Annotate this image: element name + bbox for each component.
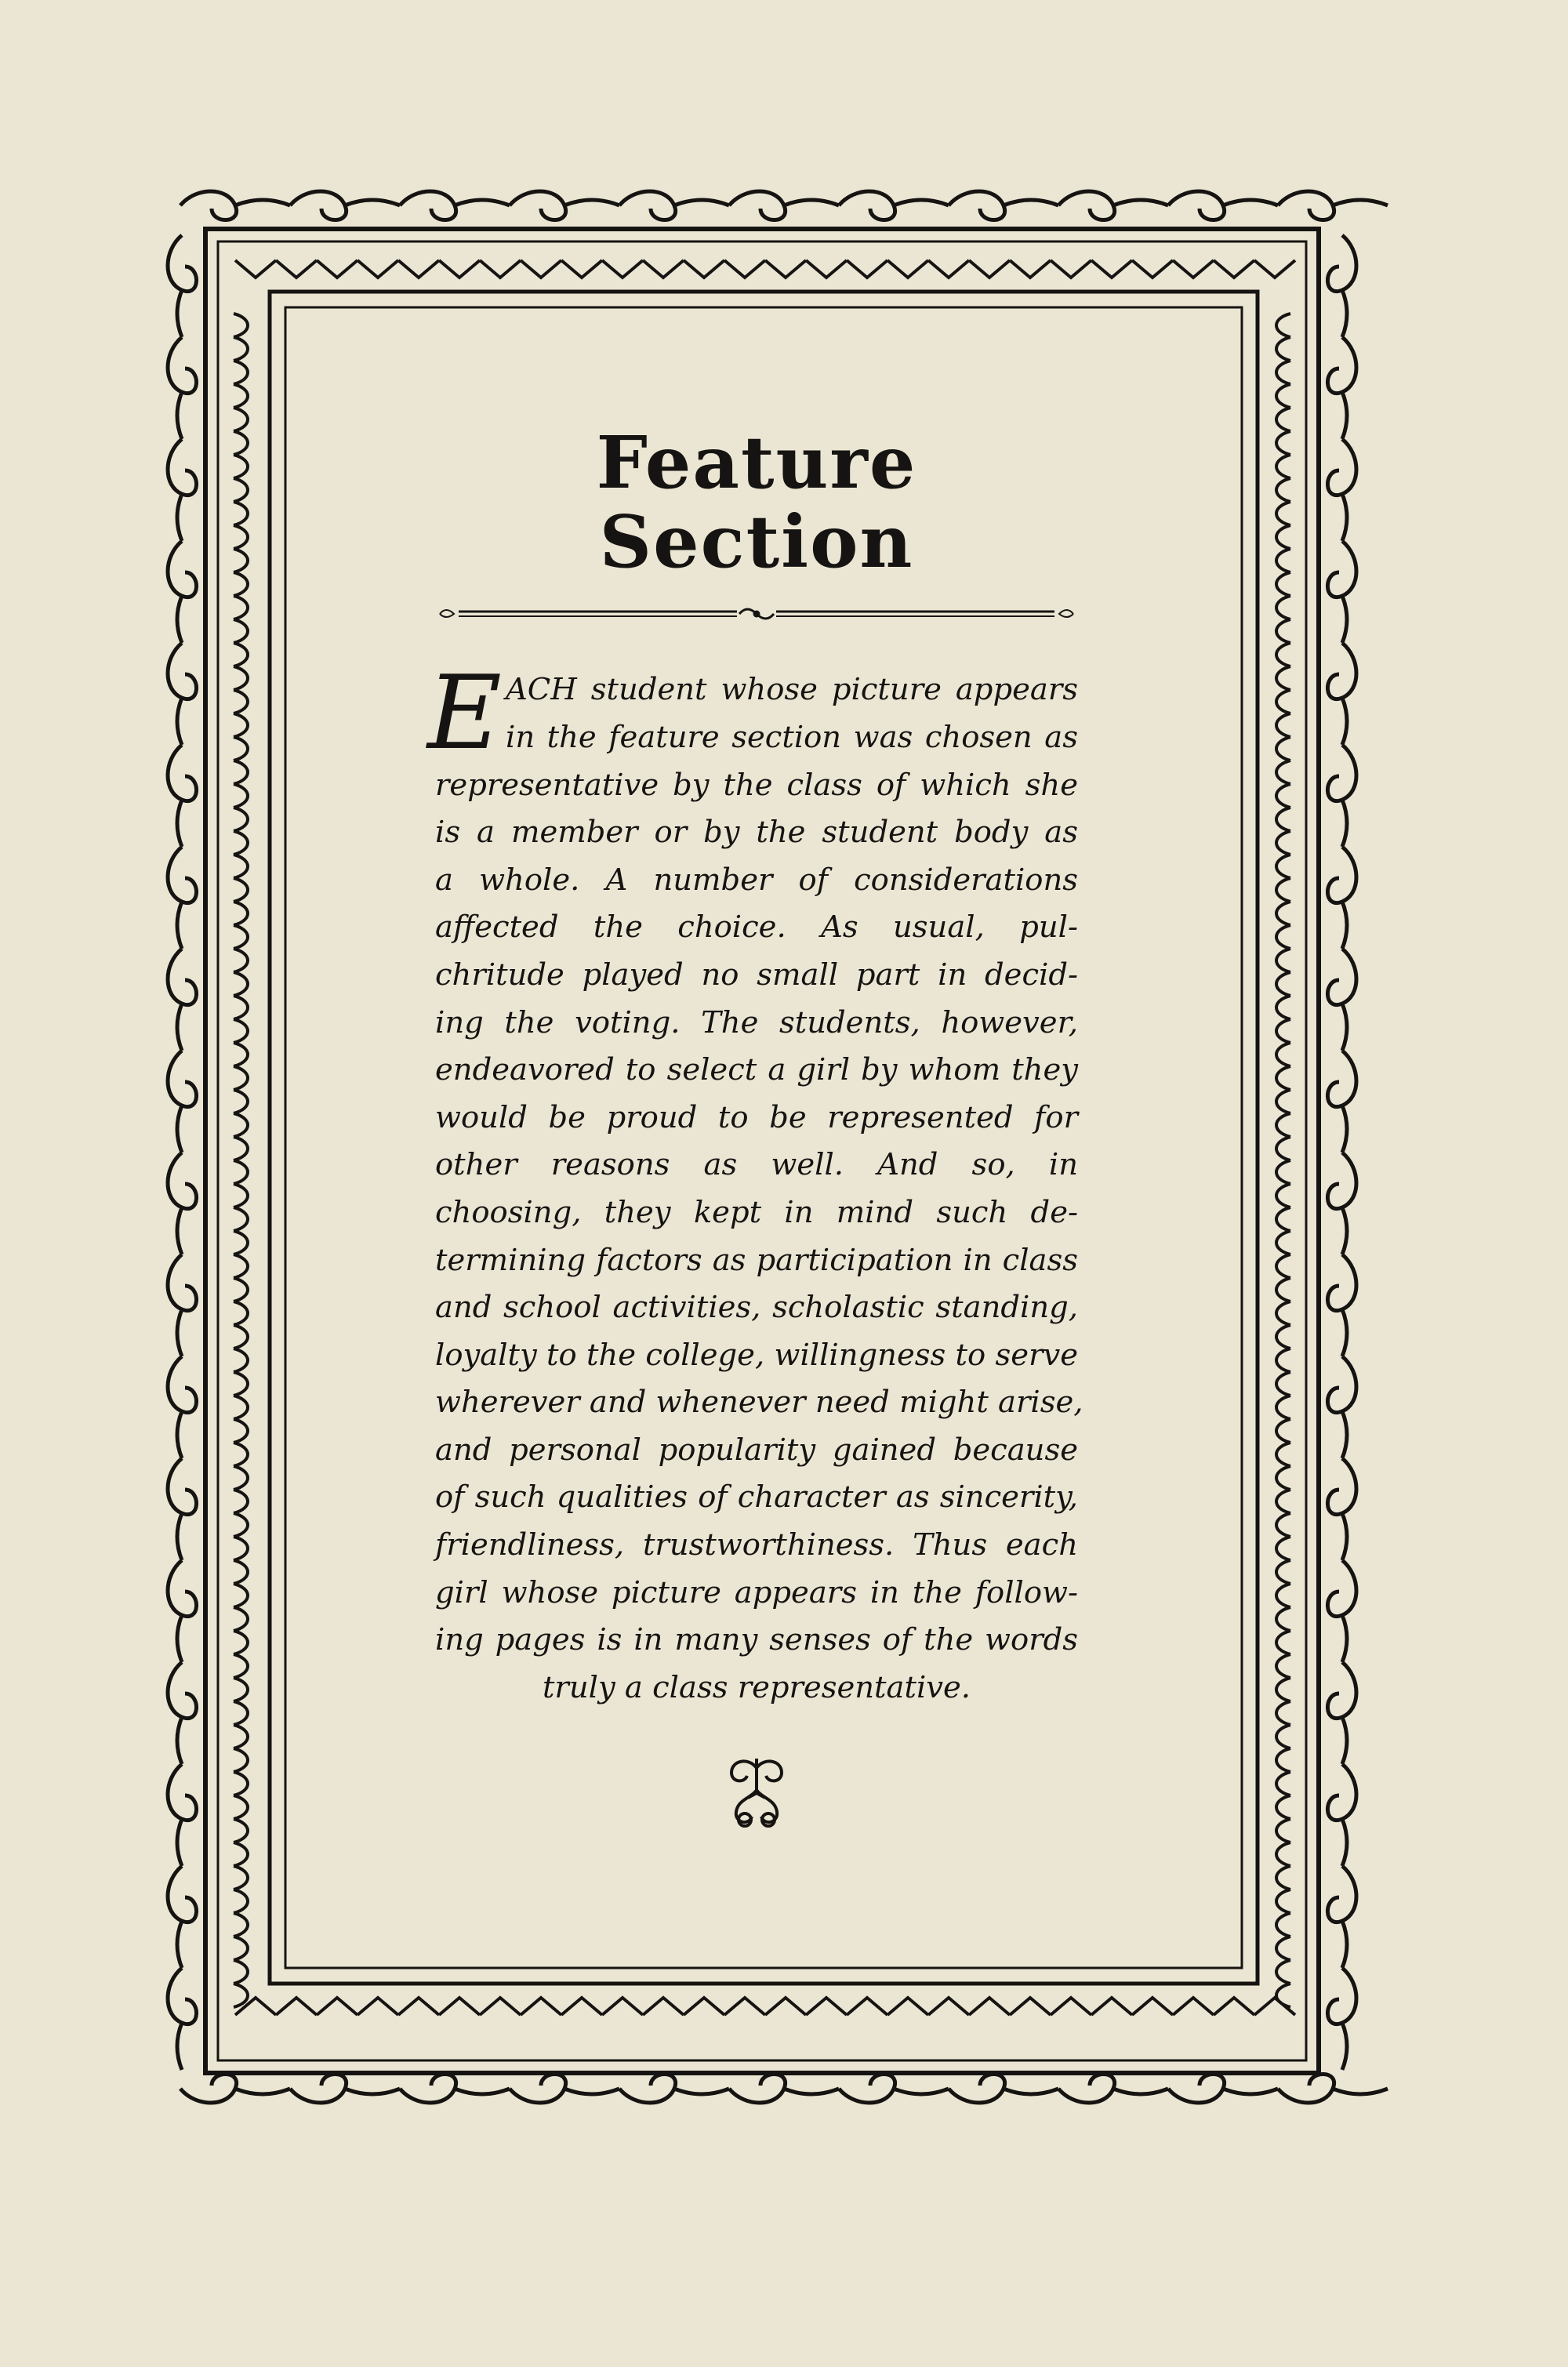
body-paragraph xyxy=(427,653,1083,1712)
paragraph-line: of such qualities of character as sincerity, xyxy=(435,1479,1078,1516)
drop-cap: E xyxy=(427,653,502,773)
paragraph-line: ACH student whose picture appears xyxy=(506,672,1078,708)
paragraph-line: choosing, they kept in mind such de- xyxy=(435,1194,1078,1230)
fleuron-ornament-icon xyxy=(713,1751,800,1837)
paragraph-line: and personal popularity gained because xyxy=(435,1432,1078,1468)
paragraph-line: chritude played no small part in decid- xyxy=(435,957,1078,993)
paragraph-line: affected the choice. As usual, pul- xyxy=(435,909,1078,946)
paragraph-line: ing the voting. The students, however, xyxy=(435,1004,1078,1040)
paragraph-line: girl whose picture appears in the follow- xyxy=(435,1574,1078,1610)
paragraph-line: would be proud to be represented for xyxy=(435,1099,1078,1135)
page-title: Feature Section xyxy=(596,420,917,585)
paragraph-line: truly a class representative. xyxy=(542,1669,971,1705)
paragraph-line: loyalty to the college, willingness to serve xyxy=(435,1337,1078,1373)
scroll-rule-ornament-icon xyxy=(435,602,1078,626)
paragraph-line: friendliness, trustworthiness. Thus each xyxy=(435,1527,1078,1563)
paragraph-line: wherever and whenever need might arise, xyxy=(435,1385,1083,1421)
paragraph-line: other reasons as well. And so, in xyxy=(435,1147,1078,1183)
paragraph-line: in the feature section was chosen as xyxy=(506,719,1078,755)
paragraph-line: a whole. A number of considerations xyxy=(435,862,1078,898)
paragraph-line: representative by the class of which she xyxy=(435,767,1078,803)
paragraph-line: ing pages is in many senses of the words xyxy=(435,1622,1078,1658)
paragraph-line: termining factors as participation in class xyxy=(435,1242,1078,1278)
paragraph-line: is a member or by the student body as xyxy=(435,815,1078,851)
text-panel xyxy=(427,420,1083,1837)
paragraph-line: and school activities, scholastic standing, xyxy=(435,1290,1078,1326)
paragraph-line: endeavored to select a girl by whom they xyxy=(435,1052,1078,1088)
